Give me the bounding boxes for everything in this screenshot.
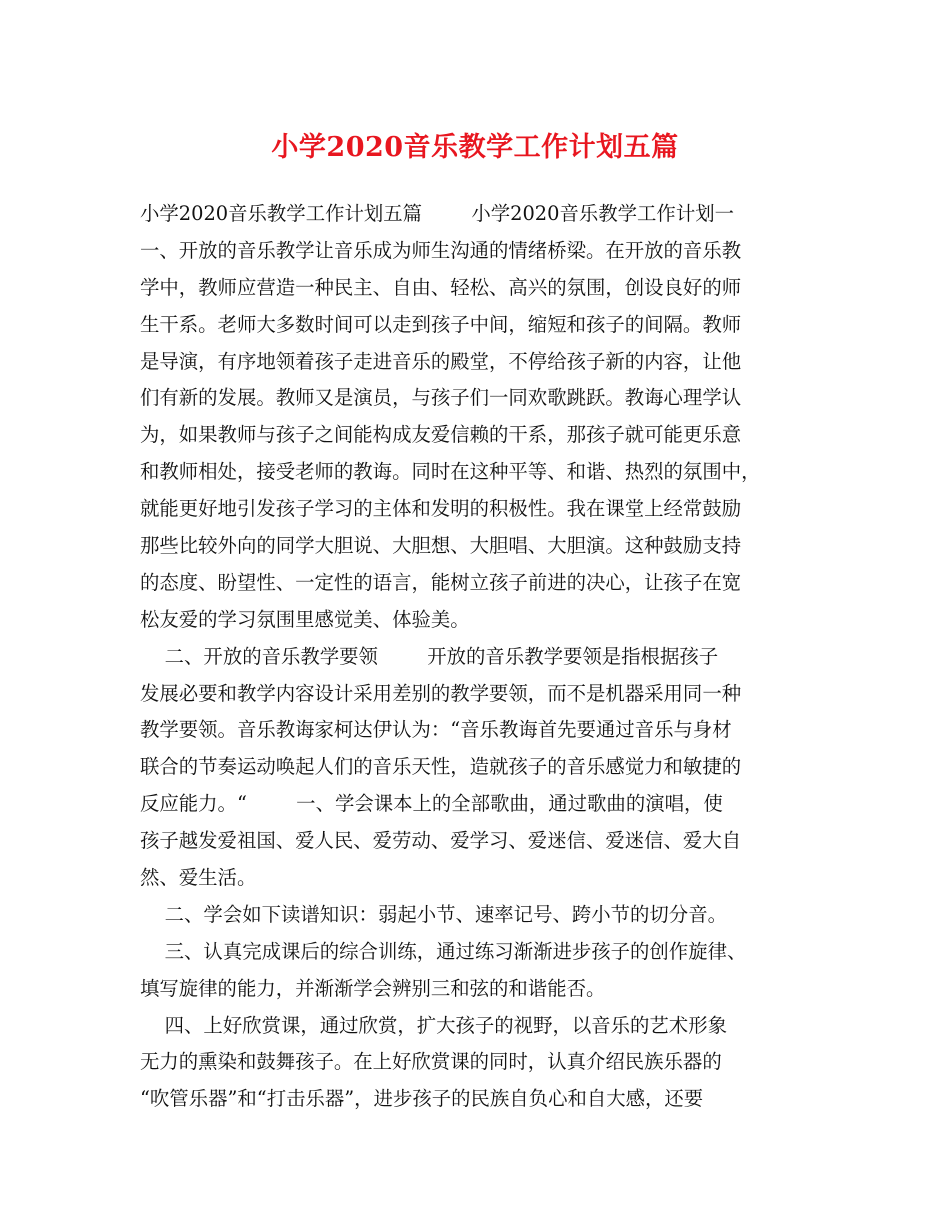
text-line: 联合的节奏运动唤起人们的音乐天性，造就孩子的音乐感觉力和敏捷的 <box>140 755 742 779</box>
text-line: 为，如果教师与孩子之间能构成友爱信赖的干系，那孩子就可能更乐意 <box>140 423 742 447</box>
text-line: 教学要领。音乐教诲家柯达伊认为：“音乐教诲首先要通过音乐与身材 <box>140 718 732 742</box>
document-body <box>140 196 820 1118</box>
text-line: 学中，教师应营造一种民主、自由、轻松、高兴的氛围，创设良好的师 <box>140 275 742 299</box>
text-line: 无力的熏染和鼓舞孩子。在上好欣赏课的同时，认真介绍民族乐器的 <box>140 1050 722 1074</box>
text-line: 就能更好地引发孩子学习的主体和发明的积极性。我在课堂上经常鼓励 <box>140 497 742 521</box>
text-line: 是导演，有序地领着孩子走进音乐的殿堂，不停给孩子新的内容，让他 <box>140 349 742 373</box>
document-title: 小学2020音乐教学工作计划五篇 <box>271 132 679 163</box>
text-line: 孩子越发爱祖国、爱人民、爱劳动、爱学习、爱迷信、爱迷信、爱大自 <box>140 829 742 853</box>
text-line: 那些比较外向的同学大胆说、大胆想、大胆唱、大胆演。这种鼓励支持 <box>140 534 742 558</box>
text-line: 小学2020音乐教学工作计划五篇 小学2020音乐教学工作计划一 <box>140 202 734 225</box>
text-line: 的态度、盼望性、一定性的语言，能树立孩子前进的决心，让孩子在宽 <box>140 570 742 594</box>
text-line: 发展必要和教学内容设计采用差别的教学要领，而不是机器采用同一种 <box>140 681 742 705</box>
text-line: 反应能力。“ 一、学会课本上的全部歌曲，通过歌曲的演唱，使 <box>140 792 723 816</box>
text-line: 生干系。老师大多数时间可以走到孩子中间，缩短和孩子的间隔。教师 <box>140 312 742 336</box>
text-line: 二、学会如下读谱知识：弱起小节、速率记号、跨小节的切分音。 <box>140 902 727 926</box>
text-line: 然、爱生活。 <box>140 866 257 890</box>
text-line: 填写旋律的能力，并渐渐学会辨别三和弦的和谐能否。 <box>140 976 606 1000</box>
text-line: 们有新的发展。教师又是演员，与孩子们一同欢歌跳跃。教诲心理学认 <box>140 386 742 410</box>
text-line: 四、上好欣赏课，通过欣赏，扩大孩子的视野，以音乐的艺术形象 <box>140 1013 727 1037</box>
text-line: 一、开放的音乐教学让音乐成为师生沟通的情绪桥梁。在开放的音乐教 <box>140 238 742 262</box>
text-line: 松友爱的学习氛围里感觉美、体验美。 <box>140 607 470 631</box>
text-line: “吹管乐器”和“打击乐器”，进步孩子的民族自负心和自大感，还要 <box>140 1087 704 1111</box>
text-line: 和教师相处，接受老师的教诲。同时在这种平等、和谐、热烈的氛围中， <box>140 460 761 484</box>
text-line: 二、开放的音乐教学要领 开放的音乐教学要领是指根据孩子 <box>140 644 719 668</box>
text-line: 三、认真完成课后的综合训练，通过练习渐渐进步孩子的创作旋律、 <box>140 939 747 963</box>
